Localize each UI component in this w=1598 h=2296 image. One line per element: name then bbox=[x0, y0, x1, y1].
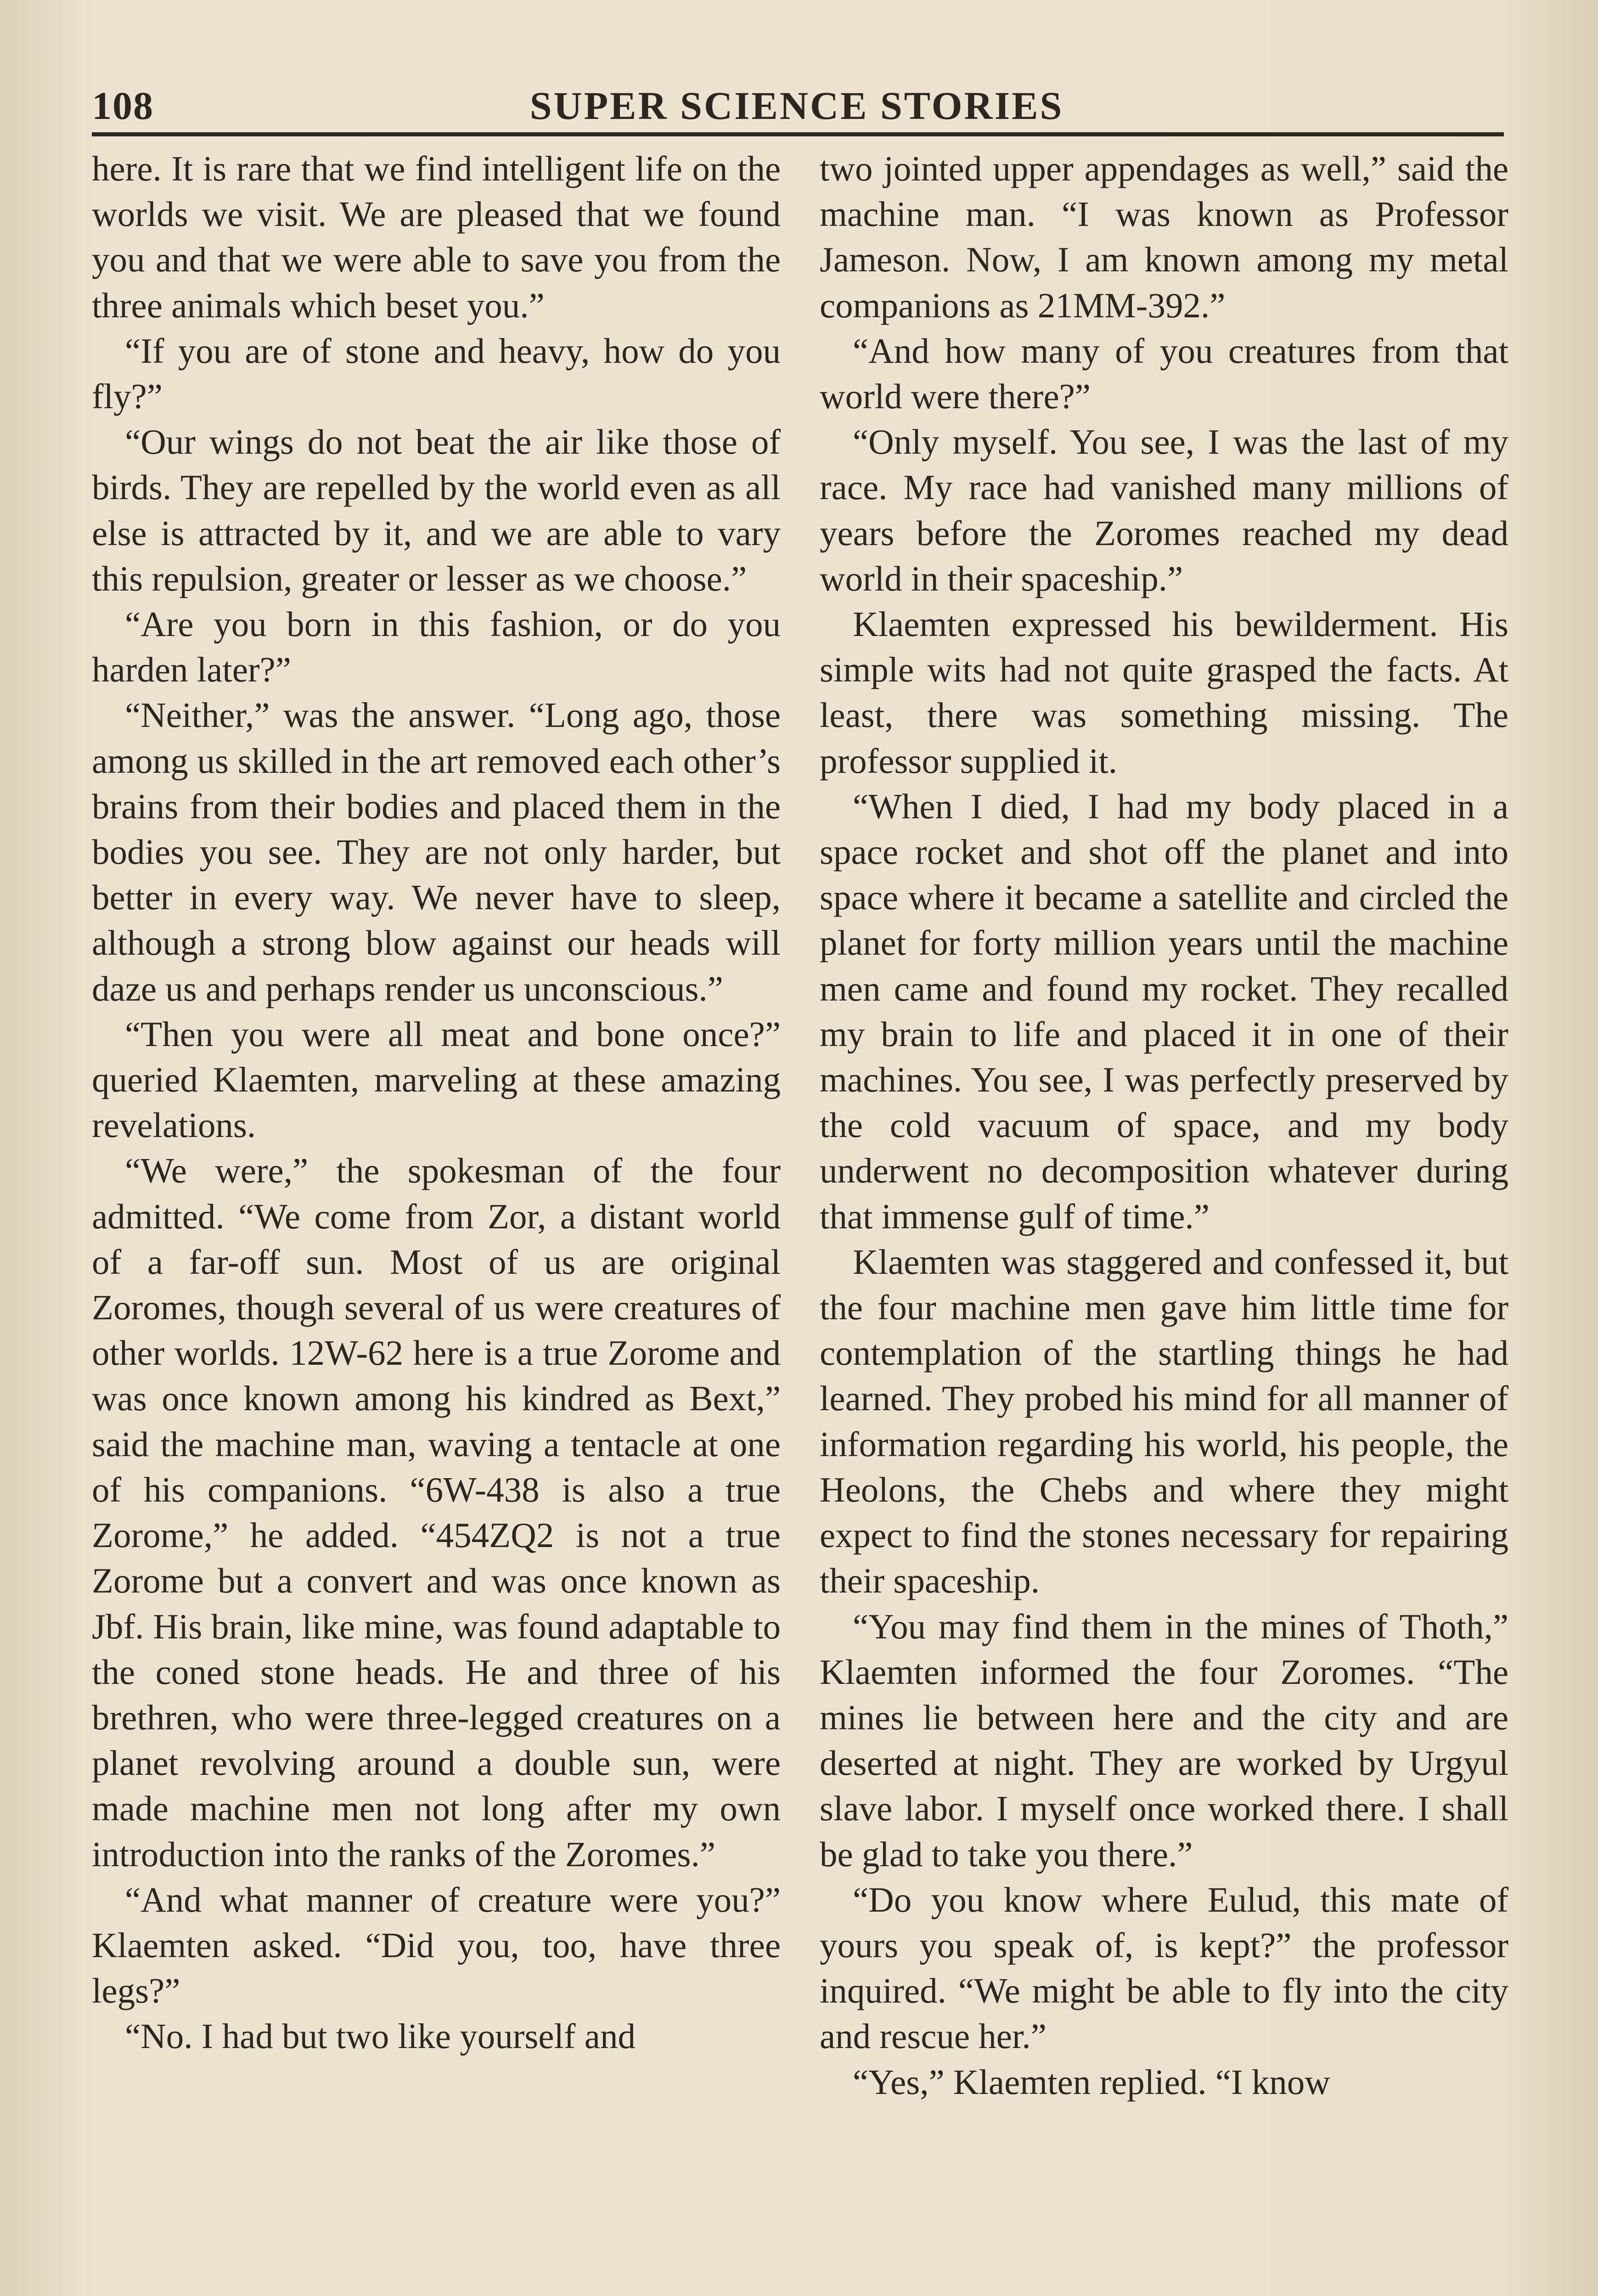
right-column bbox=[820, 146, 1508, 2105]
paragraph: “No. I had but two like yourself and bbox=[125, 2016, 636, 2056]
left-column bbox=[92, 146, 781, 2060]
paragraph: “We were,” the spokesman of the four admitted. “We come from Zor, a distant world of a far-off sun. Most of us are original Zoromes, though several of us were creatures of other worlds. 12W-62 here is a true Zorome and was once known among his kindred as Bext,” said the machine man, waving a tentacle at one of his companions. “6W-438 is also a true Zorome,” he added. “454ZQ2 is not a true Zorome but a convert and was once known as Jbf. His brain, like mine, was found adaptable to the coned stone heads. He and three of his brethren, who were three-legged creatures on a planet revolving around a double sun, were made machine men not long after my own introduction into the ranks of the Zoromes.” bbox=[92, 1151, 781, 1874]
paragraph: here. It is rare that we find intelligent life on the worlds we visit. We are pleased that we found you and that we were able to save you from the three animals which beset you.” bbox=[92, 149, 781, 325]
paragraph: “Yes,” Klaemten replied. “I know bbox=[853, 2062, 1330, 2102]
paragraph: “And how many of you creatures from that world were there?” bbox=[820, 331, 1508, 416]
paragraph: “And what manner of creature were you?” Klaemten asked. “Did you, too, have three legs?” bbox=[92, 1880, 781, 2011]
paragraph: “You may find them in the mines of Thoth,” Klaemten informed the four Zoromes. “The mines lie between here and the city and are deserted at night. They are worked by Urgyul slave labor. I myself once worked there. I shall be glad to take you there.” bbox=[820, 1606, 1508, 1874]
paragraph: “Then you were all meat and bone once?” queried Klaemten, marveling at these amazing revelations. bbox=[92, 1014, 781, 1145]
running-title: SUPER SCIENCE STORIES bbox=[529, 84, 1064, 128]
paragraph: “Neither,” was the answer. “Long ago, those among us skilled in the art removed each other’s brains from their bodies and placed them in the bodies you see. They are not only harder, but better in every way. We never have to sleep, although a strong blow against our heads will daze us and perhaps render us unconscious.” bbox=[92, 695, 781, 1008]
paragraph: two jointed upper appendages as well,” said the machine man. “I was known as Professor Jameson. Now, I am known among my metal companions as 21MM-392.” bbox=[820, 149, 1508, 325]
paragraph: “Our wings do not beat the air like those of birds. They are repelled by the world even as all else is attracted by it, and we are able to vary this repulsion, greater or lesser as we choose.” bbox=[92, 422, 781, 598]
paragraph: Klaemten expressed his bewilderment. His simple wits had not quite grasped the facts. At least, there was something missing. The professor supplied it. bbox=[820, 604, 1508, 781]
page-number: 108 bbox=[92, 84, 154, 128]
paragraph: Klaemten was staggered and confessed it, but the four machine men gave him little time for contemplation of the startling things he had learned. They probed his mind for all manner of information regarding his world, his people, the Heolons, the Chebs and where they might expect to find the stones necessary for repairing their spaceship. bbox=[820, 1242, 1508, 1601]
paragraph: “When I died, I had my body placed in a space rocket and shot off the planet and into space where it became a satellite and circled the planet for forty million years until the machine men came and found my rocket. They recalled my brain to life and placed it in one of their machines. You see, I was perfectly preserved by the cold vacuum of space, and my body underwent no decomposition whatever during that immense gulf of time.” bbox=[820, 786, 1508, 1236]
paragraph: “Do you know where Eulud, this mate of yours you speak of, is kept?” the professor inquired. “We might be able to fly into the city and rescue her.” bbox=[820, 1880, 1508, 2056]
paragraph: “Only myself. You see, I was the last of my race. My race had vanished many millions of years before the Zoromes reached my dead world in their spaceship.” bbox=[820, 422, 1508, 598]
header-rule bbox=[92, 132, 1504, 136]
page-header bbox=[92, 78, 1502, 131]
paragraph: “Are you born in this fashion, or do you harden later?” bbox=[92, 604, 781, 690]
paragraph: “If you are of stone and heavy, how do you fly?” bbox=[92, 331, 781, 416]
